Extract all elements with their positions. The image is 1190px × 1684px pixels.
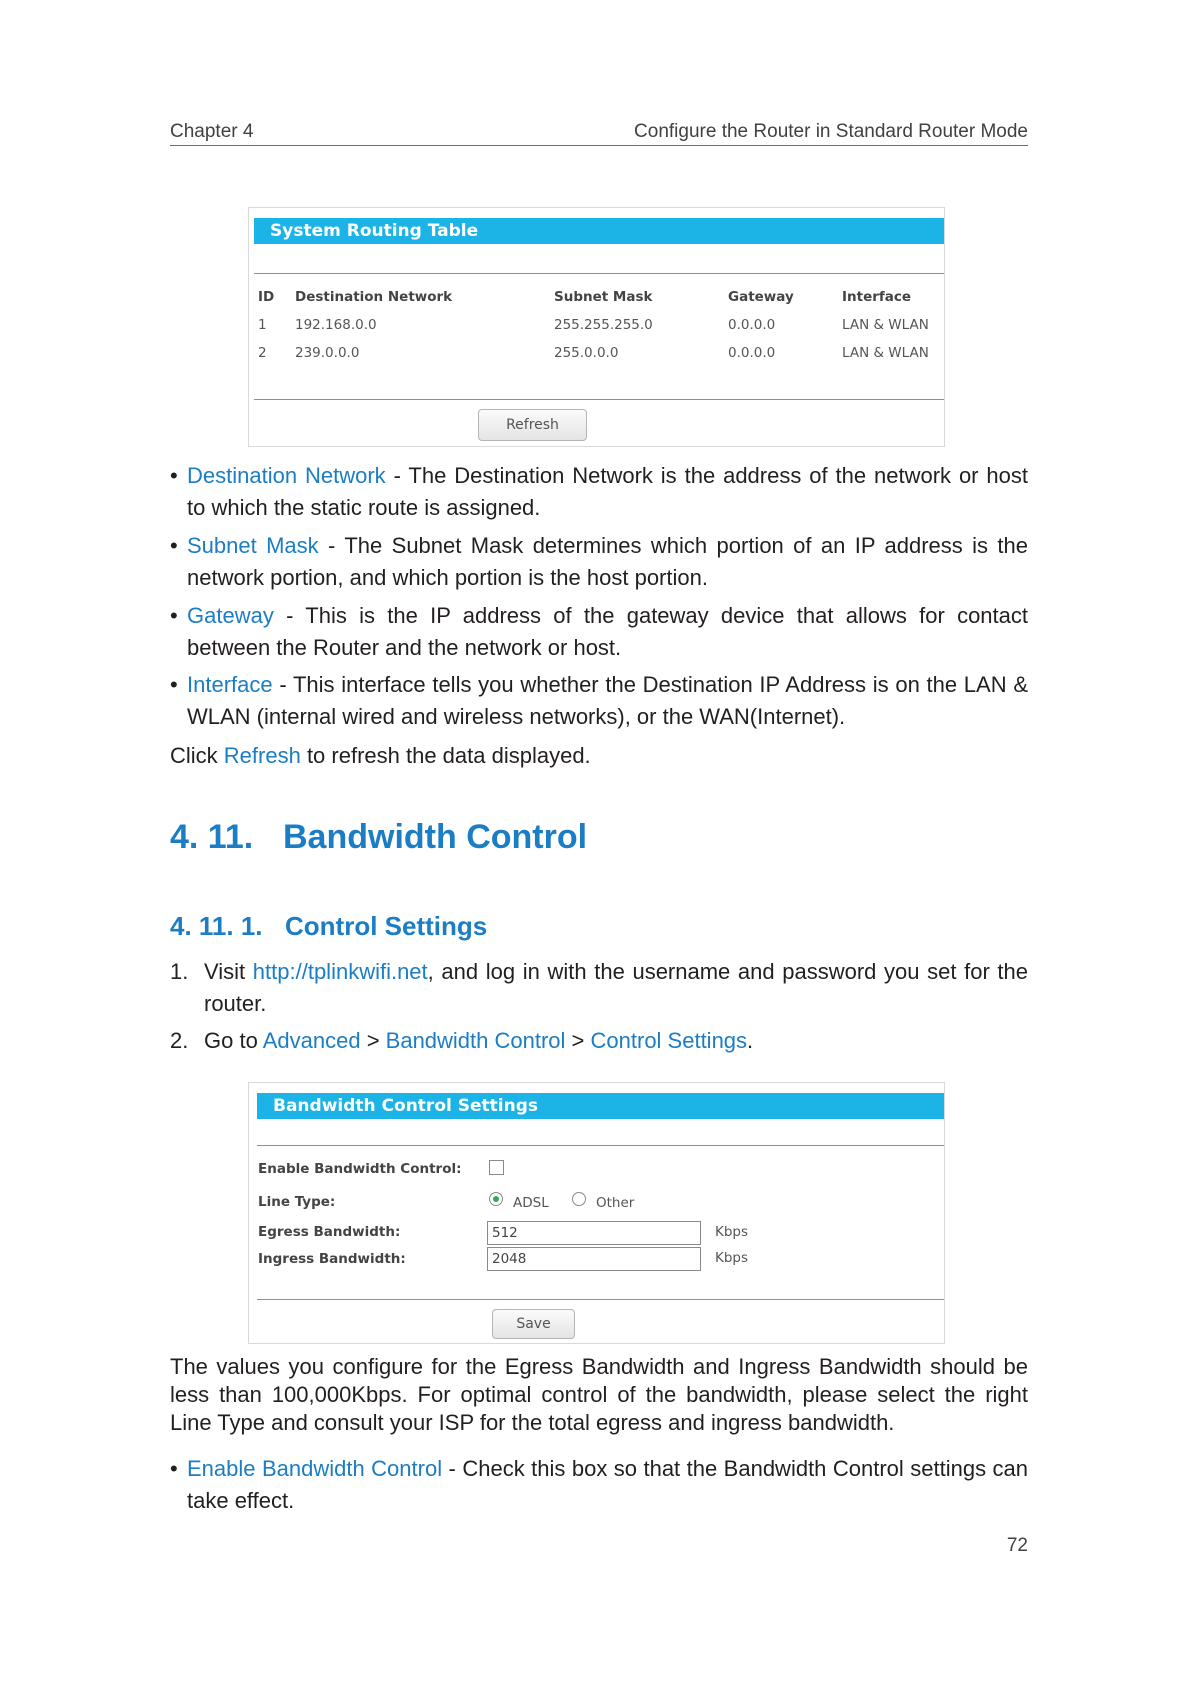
table-cell: 255.255.255.0: [554, 317, 653, 333]
bullet-text: - This interface tells you whether the Destination IP Address is on the LAN & WLAN (internal wired and wireless networks), or the WAN(Internet).: [187, 672, 1028, 729]
table-cell: 239.0.0.0: [295, 345, 360, 361]
divider: [257, 1299, 944, 1300]
term-link[interactable]: Destination Network: [187, 463, 386, 488]
subsection-heading: [170, 911, 770, 942]
bullet-enable-bandwidth: [170, 1453, 1028, 1517]
step-number: 2.: [170, 1028, 189, 1053]
section-number: 4. 11.: [170, 818, 254, 856]
term-link[interactable]: Gateway: [187, 603, 274, 628]
radio-adsl-label: ADSL: [513, 1195, 549, 1211]
ingress-bandwidth-input[interactable]: 2048: [487, 1247, 701, 1271]
bandwidth-note: The values you configure for the Egress Bandwidth and Ingress Bandwidth should be less than 100,000Kbps. For optimal control of the bandwidth, please select the right Line Type and consult your ISP for the total egress and ingress bandwidth.: [170, 1354, 1028, 1435]
ingress-unit: Kbps: [715, 1250, 749, 1266]
routing-table-panel: [248, 207, 945, 447]
bullet-destination-network: [170, 460, 1028, 524]
bullet-text: - This is the IP address of the gateway device that allows for contact between the Router and the network or host.: [187, 603, 1028, 660]
col-destination: Destination Network: [295, 289, 453, 305]
table-cell: 0.0.0.0: [728, 345, 776, 361]
bullet-dot: •: [170, 533, 178, 558]
radio-other[interactable]: [572, 1192, 586, 1206]
refresh-link[interactable]: Refresh: [223, 743, 301, 768]
control-settings-link[interactable]: Control Settings: [590, 1028, 748, 1053]
text: Click: [170, 743, 224, 768]
bullet-dot: •: [170, 603, 178, 628]
step-number: 1.: [170, 959, 189, 984]
step-2: [170, 1025, 1028, 1057]
term-link[interactable]: Interface: [187, 672, 273, 697]
col-gateway: Gateway: [728, 289, 794, 305]
divider: [254, 273, 944, 274]
table-cell: 2: [258, 345, 267, 361]
click-refresh-line: [170, 740, 1028, 772]
subsection-title: Control Settings: [285, 911, 488, 941]
routing-table-title: System Routing Table: [254, 218, 944, 244]
separator: >: [360, 1028, 386, 1053]
col-interface: Interface: [842, 289, 912, 305]
text: to refresh the data displayed.: [300, 743, 591, 768]
radio-adsl[interactable]: [489, 1192, 503, 1206]
bullet-dot: •: [170, 672, 178, 697]
bandwidth-settings-title: Bandwidth Control Settings: [257, 1093, 944, 1119]
section-heading: [170, 818, 588, 857]
term-link[interactable]: Subnet Mask: [187, 533, 319, 558]
bandwidth-control-link[interactable]: Bandwidth Control: [385, 1028, 566, 1053]
section-title: Bandwidth Control: [283, 818, 588, 856]
bandwidth-settings-panel: [248, 1082, 945, 1344]
enable-bandwidth-label: Enable Bandwidth Control:: [258, 1161, 462, 1177]
chapter-title: Configure the Router in Standard Router Mode: [634, 121, 1028, 142]
tplinkwifi-link[interactable]: http://tplinkwifi.net: [252, 959, 428, 984]
table-cell: 192.168.0.0: [295, 317, 377, 333]
refresh-button[interactable]: Refresh: [478, 409, 587, 441]
step-1: [170, 956, 1028, 1020]
table-cell: 1: [258, 317, 267, 333]
enable-bandwidth-checkbox[interactable]: [489, 1160, 504, 1175]
bullet-gateway: [170, 600, 1028, 664]
manual-page: [170, 0, 1028, 1684]
text: , and log in with the username and password you set for the router.: [204, 959, 1028, 1016]
divider: [257, 1145, 944, 1146]
save-button[interactable]: Save: [492, 1309, 575, 1339]
bullet-subnet-mask: [170, 530, 1028, 594]
page-header: [170, 121, 1028, 146]
bullet-text: - The Destination Network is the address of the network or host to which the static route is assigned.: [187, 463, 1029, 520]
separator: >: [565, 1028, 591, 1053]
advanced-link[interactable]: Advanced: [262, 1028, 361, 1053]
egress-bandwidth-label: Egress Bandwidth:: [258, 1224, 401, 1240]
text: Visit: [204, 959, 253, 984]
bullet-dot: •: [170, 1456, 178, 1481]
table-cell: LAN & WLAN: [842, 345, 929, 361]
bullet-text: - Check this box so that the Bandwidth Control settings can take effect.: [187, 1456, 1029, 1513]
text: .: [747, 1028, 754, 1053]
ingress-bandwidth-label: Ingress Bandwidth:: [258, 1251, 406, 1267]
table-cell: 255.0.0.0: [554, 345, 619, 361]
chapter-label: Chapter 4: [170, 121, 254, 142]
divider: [254, 399, 944, 400]
col-subnet: Subnet Mask: [554, 289, 653, 305]
text: Go to: [204, 1028, 263, 1053]
egress-bandwidth-input[interactable]: 512: [487, 1221, 701, 1245]
bullet-dot: •: [170, 463, 178, 488]
subsection-number: 4. 11. 1.: [170, 911, 263, 941]
bullet-text: - The Subnet Mask determines which portion of an IP address is the network portion, and which portion is the host portion.: [187, 533, 1028, 590]
radio-other-label: Other: [596, 1195, 635, 1211]
col-id: ID: [258, 289, 275, 305]
table-cell: 0.0.0.0: [728, 317, 776, 333]
line-type-label: Line Type:: [258, 1194, 336, 1210]
term-link[interactable]: Enable Bandwidth Control: [187, 1456, 443, 1481]
page-number: 72: [1006, 1535, 1028, 1556]
bullet-interface: [170, 669, 1028, 733]
egress-unit: Kbps: [715, 1224, 749, 1240]
table-cell: LAN & WLAN: [842, 317, 929, 333]
